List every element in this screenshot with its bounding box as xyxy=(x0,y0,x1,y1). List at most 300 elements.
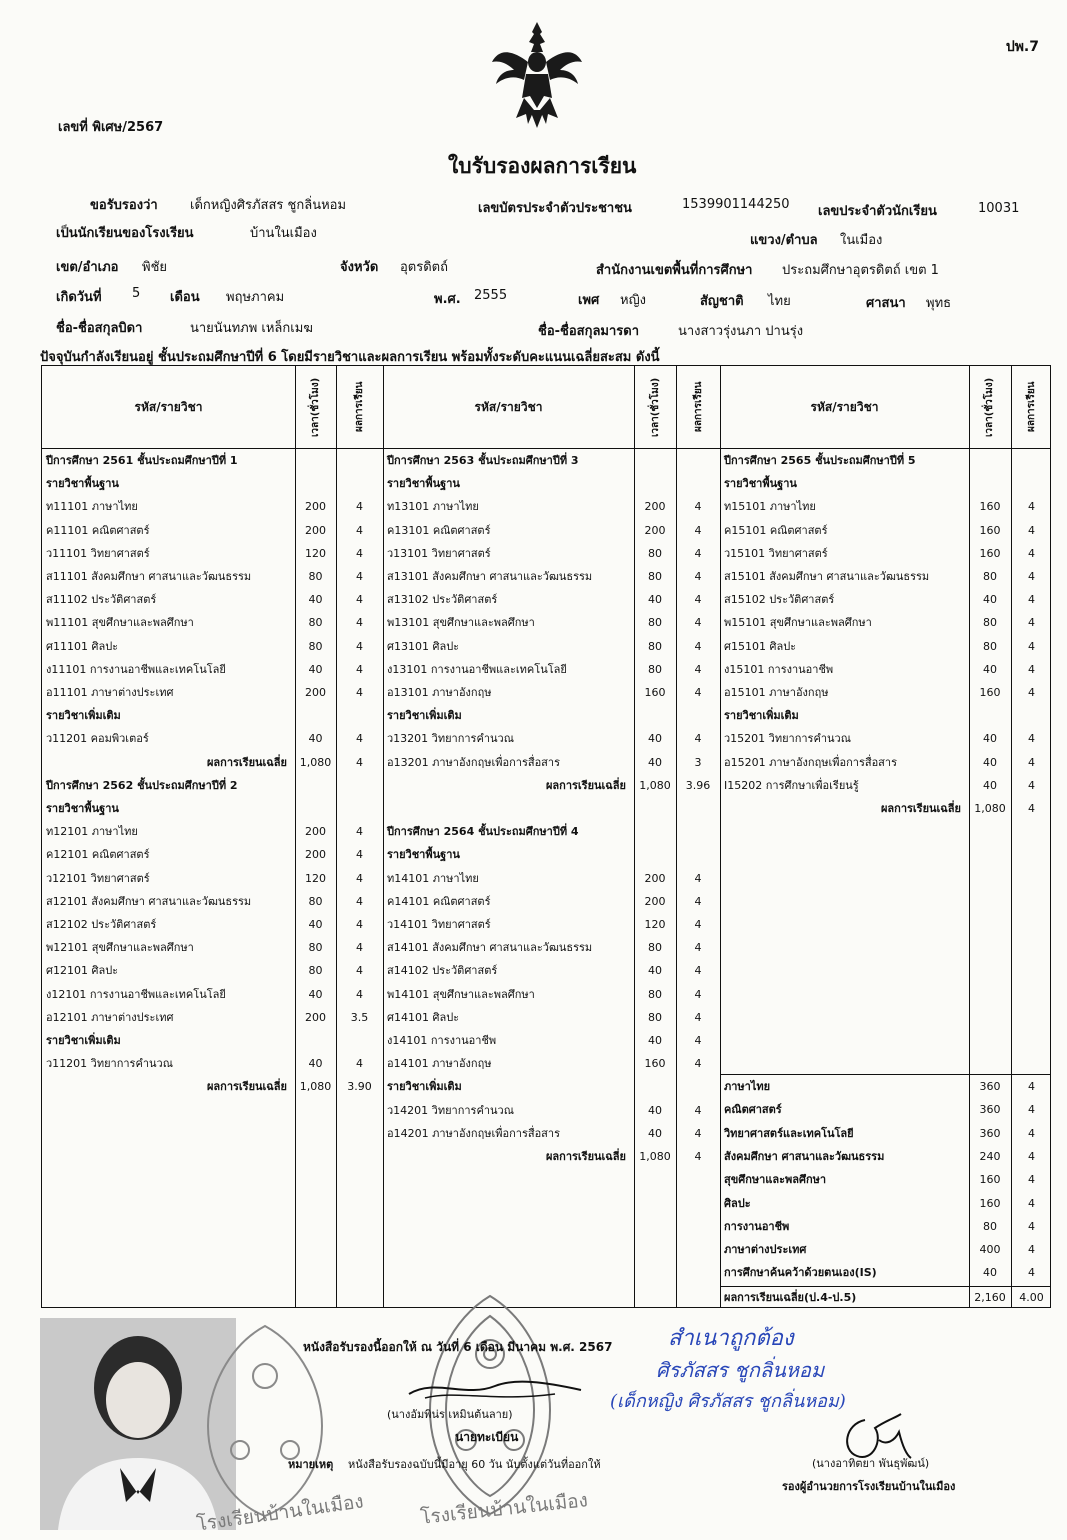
summary-subject: สังคมศึกษา ศาสนาและวัฒนธรรม xyxy=(724,1149,885,1163)
hours-cell: 40 xyxy=(983,593,997,607)
subject-cell: ง14101 การงานอาชีพ xyxy=(387,1034,497,1047)
grade-cell: 4 xyxy=(694,662,702,676)
hours-cell: 40 xyxy=(308,918,323,931)
subject-cell: รายวิชาเพิ่มเติม xyxy=(46,709,121,723)
grade-cell: 4 xyxy=(1028,500,1035,514)
hours-cell: 160 xyxy=(979,523,1001,537)
garuda-emblem xyxy=(490,18,585,130)
subject-cell: ส13102 ประวัติศาสตร์ xyxy=(387,593,498,607)
grade-cell: 4 xyxy=(356,732,363,746)
subject-cell: ค12101 คณิตศาสตร์ xyxy=(46,848,150,862)
table-row xyxy=(42,752,1049,774)
grade-cell: 4 xyxy=(356,639,363,653)
hours-cell: 1,080 xyxy=(639,778,671,792)
grade-cell: 4 xyxy=(1028,778,1035,792)
student-id-label: เลขประจำตัวนักเรียน xyxy=(818,204,937,219)
document-number: เลขที่ พิเศษ/2567 xyxy=(58,120,164,135)
subject-cell: ส11102 ประวัติศาสตร์ xyxy=(46,593,157,607)
hours-cell: 80 xyxy=(648,616,662,630)
hours-cell: 1,080 xyxy=(974,802,1006,815)
sex: หญิง xyxy=(620,293,646,308)
hours-cell: 40 xyxy=(983,778,997,792)
religion: พุทธ xyxy=(926,296,952,311)
grade-cell: 4 xyxy=(694,500,702,514)
header-hours-1: เวลา(ชั่วโมง) xyxy=(310,377,321,437)
hours-cell: 200 xyxy=(305,523,326,537)
subject-cell: รายวิชาเพิ่มเติม xyxy=(724,709,799,723)
table-row xyxy=(42,589,1049,611)
subject-cell: รายวิชาพื้นฐาน xyxy=(46,477,119,491)
table-row xyxy=(42,775,1049,797)
subject-cell: ง11101 การงานอาชีพและเทคโนโลยี xyxy=(46,662,226,676)
subject-cell: ส14101 สังคมศึกษา ศาสนาและวัฒนธรรม xyxy=(387,941,593,955)
hours-cell: 40 xyxy=(308,1057,323,1071)
hours-cell: 40 xyxy=(648,964,662,978)
table-row xyxy=(42,496,1049,518)
grade-cell: 4 xyxy=(1028,546,1035,560)
hours-cell: 200 xyxy=(305,686,326,699)
summary-total-grade: 4.00 xyxy=(1019,1291,1044,1304)
hours-cell: 40 xyxy=(648,755,662,769)
area-office-label: สำนักงานเขตพื้นที่การศึกษา xyxy=(596,263,753,278)
hours-cell: 80 xyxy=(308,616,323,630)
table-row xyxy=(42,682,1049,704)
table-row xyxy=(42,984,1049,1006)
hours-cell: 40 xyxy=(648,1034,662,1047)
table-row xyxy=(42,1053,1049,1075)
header-grade-3: ผลการเรียน xyxy=(1026,381,1037,433)
grade-cell: 4 xyxy=(1028,593,1035,607)
hours-cell: 40 xyxy=(648,593,662,607)
grade-cell: 4 xyxy=(694,570,702,583)
mother-name: นางสาวรุ่งนภา ปานรุ่ง xyxy=(678,324,804,339)
summary-row xyxy=(42,1193,1049,1215)
grade-cell: 4 xyxy=(1028,686,1035,699)
grade-cell: 4 xyxy=(356,755,363,769)
subject-cell: ส12101 สังคมศึกษา ศาสนาและวัฒนธรรม xyxy=(46,894,252,908)
subject-cell: รายวิชาพื้นฐาน xyxy=(46,802,119,815)
hours-cell: 1,080 xyxy=(299,755,332,769)
grade-cell: 4 xyxy=(694,593,702,607)
grade-cell: 4 xyxy=(356,894,363,908)
birth-month: พฤษภาคม xyxy=(226,290,285,305)
subdistrict-label: แขวง/ตำบล xyxy=(750,233,818,248)
hours-cell: 80 xyxy=(648,662,662,676)
subject-cell: ส13101 สังคมศึกษา ศาสนาและวัฒนธรรม xyxy=(387,570,593,583)
subject-cell: ท11101 ภาษาไทย xyxy=(46,500,138,514)
grade-cell: 4 xyxy=(1028,662,1035,676)
province-label: จังหวัด xyxy=(340,260,379,275)
subject-cell: รายวิชาเพิ่มเติม xyxy=(387,1080,462,1094)
subject-cell: ว15201 วิทยาการคำนวณ xyxy=(724,732,851,746)
hours-cell: 40 xyxy=(648,1126,662,1140)
table-row xyxy=(42,520,1049,542)
summary-grade: 4 xyxy=(1028,1173,1035,1187)
form-code: ปพ.7 xyxy=(1005,39,1039,55)
subject-cell: ว13201 วิทยาการคำนวณ xyxy=(387,732,514,746)
hours-cell: 160 xyxy=(644,1057,666,1071)
hours-cell: 40 xyxy=(648,732,662,746)
hours-cell: 40 xyxy=(308,732,323,746)
hours-cell: 120 xyxy=(305,546,326,560)
subject-cell: ผลการเรียนเฉลี่ย xyxy=(880,802,961,815)
director-name: (นางอาทิตยา พันธุพัฒน์) xyxy=(812,1457,930,1470)
summary-hours: 360 xyxy=(979,1080,1001,1093)
subject-cell: ส14102 ประวัติศาสตร์ xyxy=(387,964,498,978)
header-subject-3: รหัส/รายวิชา xyxy=(810,400,879,414)
subject-cell: รายวิชาพื้นฐาน xyxy=(724,477,797,491)
hours-cell: 80 xyxy=(308,964,323,978)
subject-cell: ปีการศึกษา 2563 ชั้นประถมศึกษาปีที่ 3 xyxy=(387,454,579,467)
header-subject-1: รหัส/รายวิชา xyxy=(134,400,203,414)
grade-cell: 4 xyxy=(356,593,363,607)
father-name: นายนันทภพ เหล็กเมฆ xyxy=(190,321,313,336)
hours-cell: 80 xyxy=(648,570,662,583)
province: อุตรดิตถ์ xyxy=(400,260,448,275)
hours-cell: 200 xyxy=(305,1010,326,1024)
hours-cell: 200 xyxy=(305,500,326,514)
hours-cell: 200 xyxy=(644,500,666,514)
subject-cell: ศ13101 ศิลปะ xyxy=(387,639,460,653)
summary-hours: 160 xyxy=(979,1173,1001,1187)
subject-cell: ส12102 ประวัติศาสตร์ xyxy=(46,918,157,931)
subject-cell: ปีการศึกษา 2564 ชั้นประถมศึกษาปีที่ 4 xyxy=(387,825,579,839)
subject-cell: รายวิชาพื้นฐาน xyxy=(387,848,460,862)
grade-cell: 4 xyxy=(694,941,702,955)
hours-cell: 80 xyxy=(308,570,323,583)
school-name: บ้านในเมือง xyxy=(250,226,317,241)
note-label: หมายเหตุ xyxy=(288,1458,334,1471)
grade-cell: 4 xyxy=(694,1126,702,1140)
registrar-name: (นางอัมพิน่ร เหมินต้นลาย) xyxy=(387,1408,513,1421)
table-row xyxy=(42,543,1049,565)
summary-subject: การศึกษาค้นคว้าด้วยตนเอง(IS) xyxy=(724,1266,877,1280)
hours-cell: 40 xyxy=(308,662,323,676)
subdistrict: ในเมือง xyxy=(840,233,883,248)
birth-year-label: พ.ศ. xyxy=(434,292,461,307)
grade-cell: 4 xyxy=(694,964,702,978)
grade-cell: 4 xyxy=(694,1057,702,1071)
grade-cell: 4 xyxy=(694,1103,702,1117)
subject-cell: อ15101 ภาษาอังกฤษ xyxy=(724,686,829,699)
grade-cell: 4 xyxy=(356,616,363,630)
grade-cell: 4 xyxy=(1028,570,1035,583)
hours-cell: 40 xyxy=(983,732,997,746)
mother-label: ชื่อ-ชื่อสกุลมารดา xyxy=(538,324,640,339)
hours-cell: 80 xyxy=(308,941,323,955)
grade-cell: 4 xyxy=(694,1034,702,1047)
grade-cell: 4 xyxy=(356,1057,363,1071)
subject-cell: พ14101 สุขศึกษาและพลศึกษา xyxy=(387,987,535,1001)
certify-label: ขอรับรองว่า xyxy=(90,198,158,213)
id-card-label: เลขบัตรประจำตัวประชาชน xyxy=(478,201,632,216)
subject-cell: ท12101 ภาษาไทย xyxy=(46,825,138,839)
summary-hours: 360 xyxy=(979,1103,1001,1117)
summary-subject: คณิตศาสตร์ xyxy=(724,1103,782,1117)
summary-subject: ศิลปะ xyxy=(724,1196,751,1210)
summary-grade: 4 xyxy=(1028,1149,1035,1163)
nationality-label: สัญชาติ xyxy=(700,294,744,309)
summary-subject: วิทยาศาสตร์และเทคโนโลยี xyxy=(724,1126,854,1140)
summary-grade: 4 xyxy=(1028,1266,1035,1280)
school-label: เป็นนักเรียนของโรงเรียน xyxy=(56,226,194,241)
summary-grade: 4 xyxy=(1028,1103,1035,1117)
summary-row xyxy=(42,1146,1049,1168)
district-label: เขต/อำเภอ xyxy=(56,260,119,275)
subject-cell: ศ11101 ศิลปะ xyxy=(46,639,119,653)
grade-cell: 4 xyxy=(694,1010,702,1024)
subject-cell: พ11101 สุขศึกษาและพลศึกษา xyxy=(46,616,194,630)
hours-cell: 80 xyxy=(983,570,997,583)
subject-cell: อ14201 ภาษาอังกฤษเพื่อการสื่อสาร xyxy=(387,1126,560,1140)
table-row xyxy=(42,705,1049,727)
table-row xyxy=(42,798,1049,820)
subject-cell: ท15101 ภาษาไทย xyxy=(724,500,816,514)
subject-cell: อ15201 ภาษาอังกฤษเพื่อการสื่อสาร xyxy=(724,755,897,769)
table-row xyxy=(42,844,1049,866)
subject-cell: ง12101 การงานอาชีพและเทคโนโลยี xyxy=(46,987,226,1001)
subject-cell: ว14201 วิทยาการคำนวณ xyxy=(387,1103,514,1117)
religion-label: ศาสนา xyxy=(866,296,906,311)
grade-cell: 3.5 xyxy=(350,1010,369,1024)
summary-grade: 4 xyxy=(1028,1080,1035,1093)
summary-subject: ภาษาต่างประเทศ xyxy=(724,1243,807,1257)
grade-cell: 3 xyxy=(694,755,702,769)
subject-cell: ผลการเรียนเฉลี่ย xyxy=(545,778,626,792)
grade-cell: 4 xyxy=(356,918,363,931)
grade-cell: 4 xyxy=(356,662,363,676)
summary-row xyxy=(42,1076,1049,1098)
table-row xyxy=(42,473,1049,495)
document-title: ใบรับรองผลการเรียน xyxy=(448,154,637,178)
hours-cell: 80 xyxy=(308,894,323,908)
header-grade-1: ผลการเรียน xyxy=(354,381,365,433)
subject-cell: พ12101 สุขศึกษาและพลศึกษา xyxy=(46,941,194,955)
summary-hours: 80 xyxy=(983,1219,997,1233)
stamp-text-left: โรงเรียนบ้านในเมือง xyxy=(195,1490,365,1536)
summary-hours: 40 xyxy=(983,1266,997,1280)
subject-cell: ค13101 คณิตศาสตร์ xyxy=(387,523,491,537)
hours-cell: 40 xyxy=(308,987,323,1001)
area-office: ประถมศึกษาอุตรดิตถ์ เขต 1 xyxy=(782,263,939,278)
hours-cell: 80 xyxy=(983,639,997,653)
grade-cell: 4 xyxy=(356,871,363,885)
summary-hours: 160 xyxy=(979,1196,1001,1210)
subject-cell: รายวิชาเพิ่มเติม xyxy=(46,1034,121,1047)
table-row xyxy=(42,1030,1049,1052)
summary-hours: 240 xyxy=(979,1149,1001,1163)
grade-cell: 3.90 xyxy=(347,1080,372,1094)
subject-cell: อ11101 ภาษาต่างประเทศ xyxy=(46,686,174,699)
handwritten-full-name: (เด็กหญิง ศิรภัสสร ชูกลิ่นหอม) xyxy=(610,1391,846,1412)
hours-cell: 1,080 xyxy=(299,1080,332,1094)
subject-cell: ศ14101 ศิลปะ xyxy=(387,1010,460,1024)
table-row xyxy=(42,868,1049,890)
sex-label: เพศ xyxy=(578,293,600,308)
hours-cell: 120 xyxy=(305,871,326,885)
grade-cell: 4 xyxy=(694,918,702,931)
subject-cell: อ12101 ภาษาต่างประเทศ xyxy=(46,1010,174,1024)
subject-cell: ส11101 สังคมศึกษา ศาสนาและวัฒนธรรม xyxy=(46,570,252,583)
grade-cell: 4 xyxy=(1028,755,1035,769)
table-row xyxy=(42,659,1049,681)
registrar-title: นายทะเบียน xyxy=(455,1430,519,1444)
subject-cell: ง13101 การงานอาชีพและเทคโนโลยี xyxy=(387,662,567,676)
grade-cell: 4 xyxy=(356,941,363,955)
table-row xyxy=(42,1007,1049,1029)
handwritten-certified-copy: สำเนาถูกต้อง xyxy=(668,1326,794,1351)
table-row xyxy=(42,728,1049,750)
table-row xyxy=(42,891,1049,913)
summary-row xyxy=(42,1216,1049,1238)
hours-cell: 80 xyxy=(648,1010,662,1024)
subject-cell: I15202 การศึกษาเพื่อเรียนรู้ xyxy=(724,778,859,792)
student-id: 10031 xyxy=(978,201,1020,216)
subject-cell: รายวิชาเพิ่มเติม xyxy=(387,709,462,723)
hours-cell: 40 xyxy=(308,593,323,607)
hours-cell: 120 xyxy=(644,918,666,931)
grade-cell: 4 xyxy=(356,686,363,699)
grade-cell: 4 xyxy=(694,523,702,537)
summary-row xyxy=(42,1262,1049,1284)
hours-cell: 200 xyxy=(644,871,666,885)
subject-cell: ว13101 วิทยาศาสตร์ xyxy=(387,546,491,560)
director-title: รองผู้อำนวยการโรงเรียนบ้านในเมือง xyxy=(782,1480,956,1493)
subject-cell: ว12101 วิทยาศาสตร์ xyxy=(46,871,150,885)
grade-cell: 4 xyxy=(356,825,363,839)
hours-cell: 160 xyxy=(979,686,1001,699)
subject-cell: ศ12101 ศิลปะ xyxy=(46,964,119,978)
summary-row xyxy=(42,1239,1049,1261)
hours-cell: 200 xyxy=(305,848,326,862)
grade-cell: 4 xyxy=(1028,639,1035,653)
nationality: ไทย xyxy=(768,294,791,309)
grade-cell: 4 xyxy=(694,732,702,746)
subject-cell: ท13101 ภาษาไทย xyxy=(387,500,479,514)
hours-cell: 200 xyxy=(305,825,326,839)
grade-cell: 4 xyxy=(1028,523,1035,537)
subject-cell: ง15101 การงานอาชีพ xyxy=(724,662,834,676)
subject-cell: ค14101 คณิตศาสตร์ xyxy=(387,894,491,908)
header-subject-2: รหัส/รายวิชา xyxy=(474,400,543,414)
grade-cell: 4 xyxy=(356,500,363,514)
subject-cell: อ13101 ภาษาอังกฤษ xyxy=(387,686,492,699)
note-text: หนังสือรับรองฉบับนี้มีอายุ 60 วัน นับตั้งแต่วันที่ออกให้ xyxy=(348,1458,601,1471)
summary-grade: 4 xyxy=(1028,1126,1035,1140)
grade-cell: 4 xyxy=(356,546,363,560)
grade-cell: 4 xyxy=(694,1150,702,1163)
grade-cell: 4 xyxy=(694,616,702,630)
summary-grade: 4 xyxy=(1028,1196,1035,1210)
hours-cell: 80 xyxy=(648,987,662,1001)
summary-subject: การงานอาชีพ xyxy=(724,1219,790,1233)
birth-year: 2555 xyxy=(474,288,508,303)
subject-cell: ผลการเรียนเฉลี่ย xyxy=(206,1080,287,1094)
grade-cell: 4 xyxy=(694,987,702,1001)
subject-cell: ศ15101 ศิลปะ xyxy=(724,639,797,653)
grade-cell: 4 xyxy=(694,871,702,885)
student-name: เด็กหญิงศิรภัสสร ชูกลิ่นหอม xyxy=(190,198,347,213)
summary-total-hours: 2,160 xyxy=(974,1291,1006,1304)
header-hours-3: เวลา(ชั่วโมง) xyxy=(984,377,995,437)
hours-cell: 40 xyxy=(983,755,997,769)
subject-cell: ค11101 คณิตศาสตร์ xyxy=(46,523,150,537)
enrollment-statement: ปัจจุบันกำลังเรียนอยู่ ชั้นประถมศึกษาปีที่ 6 โดยมีรายวิชาและผลการเรียน พร้อมทั้งระดับคะแนนเฉลี่ยสะสม ดังนี้ xyxy=(40,350,660,365)
subject-cell: ผลการเรียนเฉลี่ย xyxy=(206,755,287,769)
subject-cell: ว15101 วิทยาศาสตร์ xyxy=(724,546,828,560)
grade-cell: 4 xyxy=(356,523,363,537)
district: พิชัย xyxy=(142,260,168,275)
birth-label: เกิดวันที่ xyxy=(56,290,102,305)
grade-cell: 4 xyxy=(694,894,702,908)
hours-cell: 80 xyxy=(308,639,323,653)
summary-row xyxy=(42,1169,1049,1191)
grade-cell: 4 xyxy=(1028,616,1035,630)
hours-cell: 1,080 xyxy=(639,1150,671,1163)
table-row xyxy=(42,636,1049,658)
subject-cell: พ15101 สุขศึกษาและพลศึกษา xyxy=(724,616,872,630)
summary-subject: ภาษาไทย xyxy=(724,1080,771,1093)
summary-subject: สุขศึกษาและพลศึกษา xyxy=(724,1173,827,1187)
summary-row xyxy=(42,1099,1049,1121)
grade-cell: 4 xyxy=(694,686,702,699)
header-hours-2: เวลา(ชั่วโมง) xyxy=(650,377,661,437)
handwritten-name: ศิรภัสสร ชูกลิ่นหอม xyxy=(656,1358,825,1382)
subject-cell: ปีการศึกษา 2565 ชั้นประถมศึกษาปีที่ 5 xyxy=(724,454,916,467)
birth-month-label: เดือน xyxy=(170,290,200,305)
subject-cell: ว11101 วิทยาศาสตร์ xyxy=(46,546,150,560)
summary-row xyxy=(42,1123,1049,1145)
subject-cell: อ14101 ภาษาอังกฤษ xyxy=(387,1057,492,1071)
subject-cell: รายวิชาพื้นฐาน xyxy=(387,477,460,491)
subject-cell: ผลการเรียนเฉลี่ย xyxy=(545,1150,626,1163)
subject-cell: ค15101 คณิตศาสตร์ xyxy=(724,523,828,537)
subject-cell: ว11201 คอมพิวเตอร์ xyxy=(46,732,149,746)
subject-cell: ส15101 สังคมศึกษา ศาสนาและวัฒนธรรม xyxy=(724,570,930,583)
summary-hours: 400 xyxy=(979,1243,1001,1257)
hours-cell: 40 xyxy=(648,1103,662,1117)
table-row xyxy=(42,566,1049,588)
table-row xyxy=(42,450,1049,472)
subject-cell: ว11201 วิทยาการคำนวณ xyxy=(46,1057,173,1071)
header-grade-2: ผลการเรียน xyxy=(693,381,704,433)
summary-grade: 4 xyxy=(1028,1243,1035,1257)
hours-cell: 80 xyxy=(648,639,662,653)
hours-cell: 80 xyxy=(648,546,662,560)
table-row xyxy=(42,937,1049,959)
grade-cell: 4 xyxy=(694,546,702,560)
grade-cell: 4 xyxy=(356,964,363,978)
grade-cell: 3.96 xyxy=(685,778,711,792)
summary-grade: 4 xyxy=(1028,1219,1035,1233)
registrar-signature xyxy=(405,1368,585,1408)
subject-cell: ส15102 ประวัติศาสตร์ xyxy=(724,593,835,607)
id-card-number: 1539901144250 xyxy=(682,197,790,212)
grade-cell: 4 xyxy=(356,570,363,583)
hours-cell: 160 xyxy=(979,546,1001,560)
grade-cell: 4 xyxy=(694,639,702,653)
table-row xyxy=(42,612,1049,634)
stamp-text-center: โรงเรียนบ้านในเมือง xyxy=(419,1489,589,1529)
birth-day: 5 xyxy=(132,286,141,301)
hours-cell: 160 xyxy=(644,686,666,699)
grades-table xyxy=(41,365,1051,1308)
table-row xyxy=(42,914,1049,936)
grade-cell: 4 xyxy=(1028,732,1035,746)
subject-cell: อ13201 ภาษาอังกฤษเพื่อการสื่อสาร xyxy=(387,755,560,769)
summary-total-label: ผลการเรียนเฉลี่ย(ป.4-ป.5) xyxy=(724,1291,857,1304)
father-label: ชื่อ-ชื่อสกุลบิดา xyxy=(56,321,143,336)
